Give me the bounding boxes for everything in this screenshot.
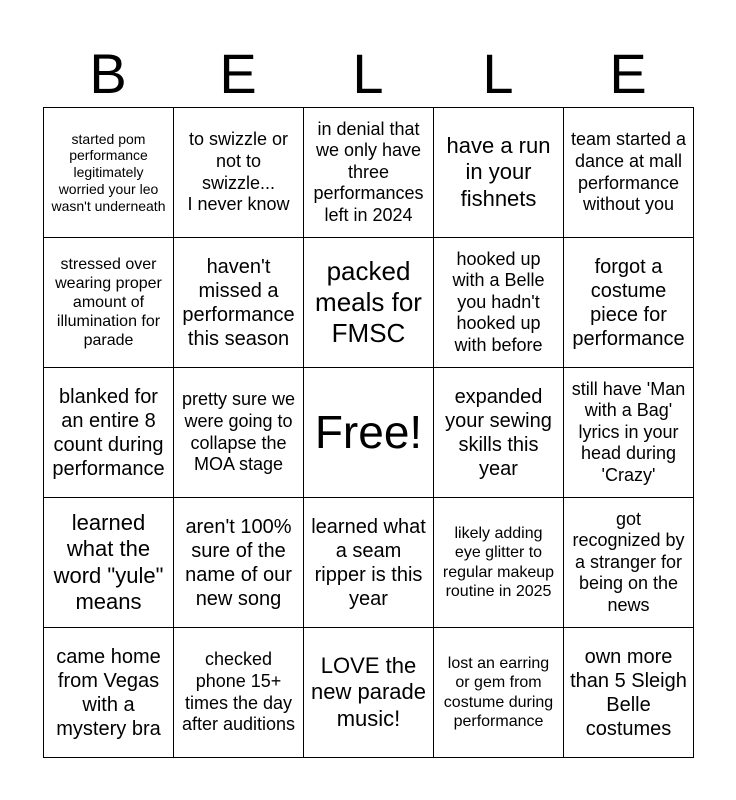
cell-text: blanked for an entire 8 count during performance [52,385,165,480]
cell-text: in denial that we only have three performances left in 2024 [313,118,424,225]
bingo-cell-r2c1[interactable] [44,238,174,368]
cell-text: forgot a costume piece for performance [572,255,685,350]
bingo-cell-r2c4[interactable] [434,238,564,368]
bingo-cell-r4c2[interactable] [174,498,304,628]
cell-text: checked phone 15+ times the day after auditions [181,649,296,735]
bingo-cell-r3c2[interactable] [174,368,304,498]
bingo-cell-r3c5[interactable] [564,368,694,498]
cell-text: expanded your sewing skills this year [445,385,552,480]
bingo-cell-r2c3[interactable] [304,238,434,368]
header-letter-l: L [352,42,384,105]
cell-text: got recognized by a stranger for being on the news [572,508,685,615]
bingo-cell-r4c3[interactable] [304,498,434,628]
bingo-cell-r2c5[interactable] [564,238,694,368]
cell-text: aren't 100% sure of the name of our new song [185,515,292,610]
cell-text: packed meals for FMSC [315,255,422,349]
bingo-cell-r5c2[interactable] [174,628,304,758]
bingo-cell-r3c4[interactable] [434,368,564,498]
bingo-cell-r3c1[interactable] [44,368,174,498]
header-letter-e: E [219,42,257,105]
bingo-cell-r2c2[interactable] [174,238,304,368]
bingo-header [43,40,693,108]
cell-text: lost an earring or gem from costume during performance [443,655,554,730]
cell-text: learned what the word "yule" means [53,509,164,614]
header-letter-e-2: E [609,42,647,105]
cell-text: still have 'Man with a Bag' lyrics in your head during 'Crazy' [571,378,686,485]
cell-text: own more than 5 Sleigh Belle costumes [570,645,687,740]
cell-text: came home from Vegas with a mystery bra [56,645,161,740]
bingo-cell-r1c1[interactable] [44,108,174,238]
header-letter-b: B [89,42,127,105]
bingo-cell-r5c4[interactable] [434,628,564,758]
cell-text: likely adding eye glitter to regular makeup routine in 2025 [442,525,555,600]
bingo-cell-r1c4[interactable] [434,108,564,238]
cell-text: learned what a seam ripper is this year [311,515,426,610]
bingo-cell-r4c1[interactable] [44,498,174,628]
bingo-board [43,107,694,758]
cell-text: stressed over wearing proper amount of illumination for parade [55,255,162,350]
header-letter-l-2: L [482,42,514,105]
cell-text: team started a dance at mall performance without you [570,129,687,215]
cell-text: LOVE the new parade music! [311,652,426,731]
cell-text: hooked up with a Belle you hadn't hooked up with before [452,248,545,355]
bingo-cell-r4c5[interactable] [564,498,694,628]
cell-text: pretty sure we were going to collapse the MOA stage [181,389,296,475]
bingo-cell-r5c1[interactable] [44,628,174,758]
bingo-cell-r4c4[interactable] [434,498,564,628]
cell-text: started pom performance legitimately worried your leo wasn't underneath [51,130,166,214]
bingo-cell-free[interactable] [304,368,434,498]
cell-text: haven't missed a performance this season [182,255,295,350]
free-space-label: Free! [314,405,423,458]
bingo-cell-r5c5[interactable] [564,628,694,758]
cell-text: have a run in your fishnets [446,132,551,211]
bingo-cell-r1c5[interactable] [564,108,694,238]
cell-text: to swizzle or not to swizzle... I never know [187,129,290,215]
bingo-cell-r1c2[interactable] [174,108,304,238]
bingo-cell-r5c3[interactable] [304,628,434,758]
bingo-cell-r1c3[interactable] [304,108,434,238]
